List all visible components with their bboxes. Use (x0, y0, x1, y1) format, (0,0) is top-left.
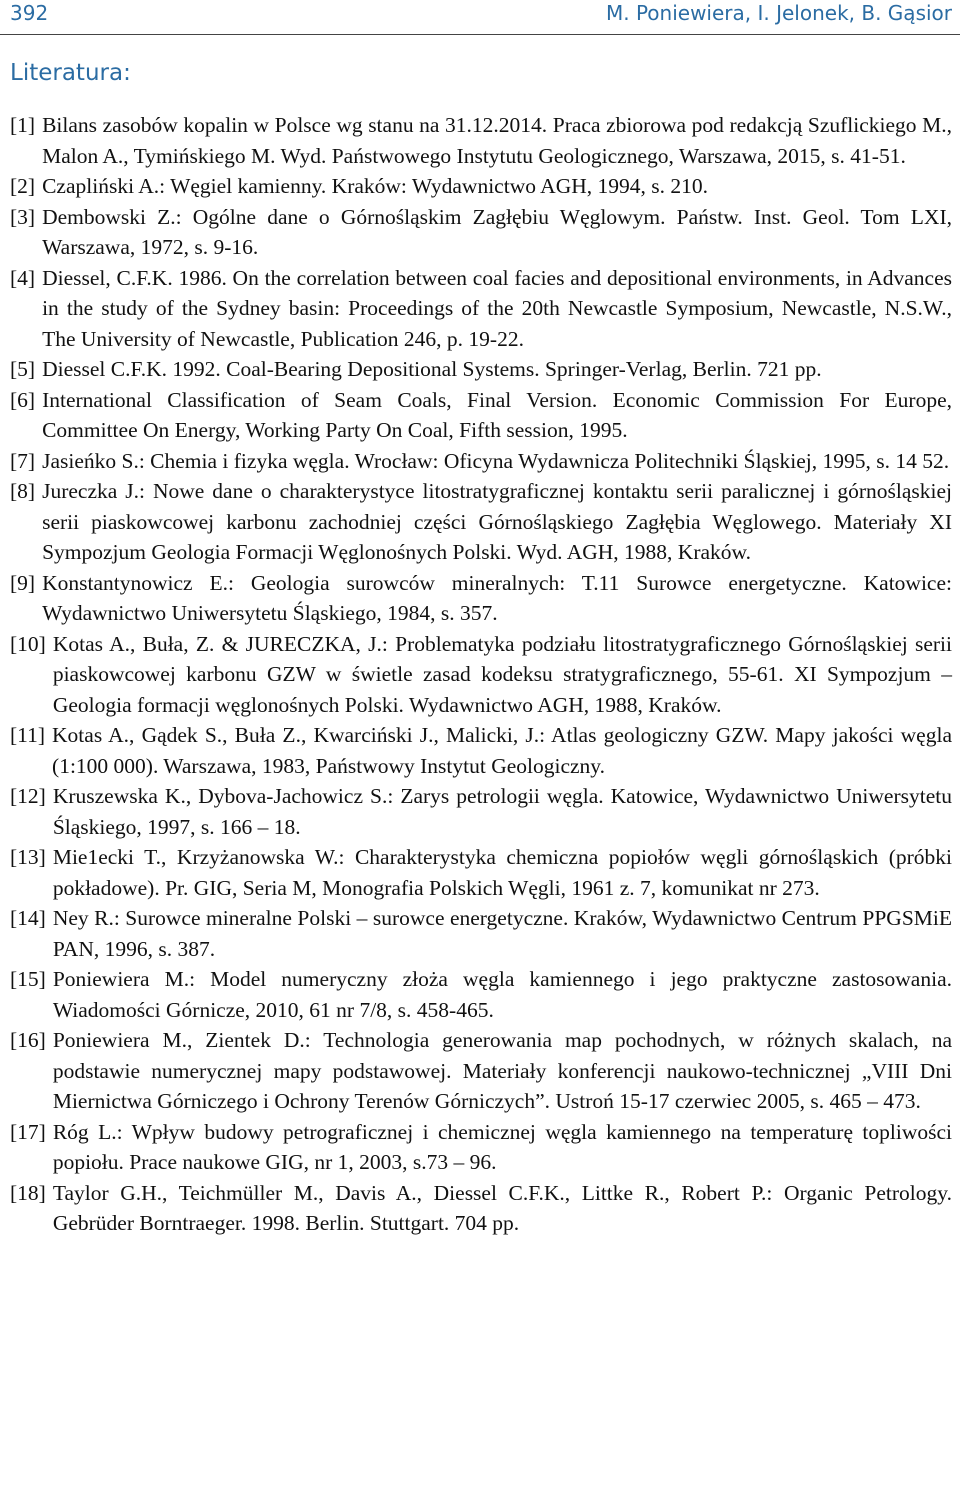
reference-number: [18] (10, 1180, 46, 1205)
reference-number: [14] (10, 906, 46, 930)
reference-text: Jureczka J.: Nowe dane o charakterystyce litostratygraficznej kontaktu serii paralicznej i górnośląskiej serii piaskowcowej karbonu zachodniej części Górnośląskiego Zagłębia Węglowego. Materiały XI Sympozjum Geologia Formacji Węglonośnych Polski. Wyd. AGH, 1988, Kraków. (42, 479, 952, 564)
reference-item (10, 903, 952, 964)
reference-item (10, 263, 952, 355)
reference-text: Kotas A., Gądek S., Buła Z., Kwarciński J., Malicki, J.: Atlas geologiczny GZW. Mapy jakości węgla (1:100 000). Warszawa, 1983, Państwowy Instytut Geologiczny. (52, 723, 952, 778)
reference-number: [4] (10, 265, 36, 290)
reference-number: [16] (10, 1028, 46, 1052)
reference-item (10, 202, 952, 263)
section-title: Literatura: (10, 60, 131, 86)
reference-text: Poniewiera M.: Model numeryczny złoża węgla kamiennego i jego praktyczne zastosowania. Wiadomości Górnicze, 2010, 61 nr 7/8, s. 458-465. (52, 967, 952, 1022)
reference-text: Poniewiera M., Zientek D.: Technologia generowania map pochodnych, w różnych skalach, na podstawie numerycznej mapy podstawowej. Materiały konferencji naukowo-technicznej „VIII Dni Miernictwa Górniczego i Ochrony Terenów Górniczych”. Ustroń 15-17 czerwiec 2005, s. 465 – 473. (52, 1028, 952, 1113)
running-head-authors: M. Poniewiera, I. Jelonek, B. Gąsior (605, 1, 952, 25)
reference-number: [6] (10, 387, 36, 412)
reference-item (10, 385, 952, 446)
page-number: 392 (10, 1, 49, 25)
reference-text: Dembowski Z.: Ogólne dane o Górnośląskim Zagłębiu Węglowym. Państw. Inst. Geol. Tom LXI, Warszawa, 1972, s. 9-16. (42, 204, 952, 259)
reference-item (10, 629, 952, 721)
reference-number: [5] (10, 357, 36, 381)
reference-item (10, 354, 952, 385)
reference-text: International Classification of Seam Coals, Final Version. Economic Commission For Europe, Committee On Energy, Working Party On Coal, Fifth session, 1995. (42, 387, 952, 442)
reference-number: [1] (10, 113, 36, 137)
reference-number: [11] (10, 723, 46, 747)
reference-text: Konstantynowicz E.: Geologia surowców mineralnych: T.11 Surowce energetyczne. Katowice: Wydawnictwo Uniwersytetu Śląskiego, 1984, s. 357. (42, 570, 952, 625)
reference-number: [15] (10, 967, 46, 991)
reference-number: [9] (10, 570, 36, 595)
reference-item (10, 446, 952, 477)
reference-number: [7] (10, 448, 36, 473)
reference-text: Taylor G.H., Teichmüller M., Davis A., Diessel C.F.K., Littke R., Robert P.: Organic Petrology. Gebrüder Borntraeger. 1998. Berlin. Stuttgart. 704 pp. (52, 1180, 952, 1235)
page-header (0, 0, 960, 35)
reference-item (10, 720, 952, 781)
reference-item (10, 964, 952, 1025)
reference-item (10, 568, 952, 629)
reference-text: Jasieńko S.: Chemia i fizyka węgla. Wrocław: Oficyna Wydawnicza Politechniki Śląskiej, 1995, s. 14 52. (42, 448, 950, 473)
reference-text: Kotas A., Buła, Z. & JURECZKA, J.: Problematyka podziału litostratygraficznego Górnośląskiej serii piaskowcowej karbonu GZW w świetle zasad kodeksu stratygraficznego, 55-61. XI Sympozjum – Geologia formacji węglonośnych Polski. Wydawnictwo AGH, 1988, Kraków. (52, 631, 952, 717)
reference-item (10, 1025, 952, 1117)
reference-number: [13] (10, 845, 46, 869)
reference-number: [2] (10, 174, 36, 198)
reference-number: [8] (10, 479, 36, 503)
reference-item (10, 1178, 952, 1239)
reference-text: Diessel C.F.K. 1992. Coal-Bearing Depositional Systems. Springer-Verlag, Berlin. 721 pp. (42, 357, 822, 381)
reference-number: [3] (10, 204, 36, 229)
reference-text: Diessel, C.F.K. 1986. On the correlation between coal facies and depositional environments, in Advances in the study of the Sydney basin: Proceedings of the 20th Newcastle Symposium, Newcastle, N.S.W., The University of Newcastle, Publication 246, p. 19-22. (42, 265, 952, 351)
reference-item (10, 781, 952, 842)
reference-text: Mie1ecki T., Krzyżanowska W.: Charakterystyka chemiczna popiołów węgli górnośląskich (próbki pokładowe). Pr. GIG, Seria M, Monografia Polskich Węgli, 1961 z. 7, komunikat nr 273. (52, 845, 952, 900)
reference-number: [10] (10, 631, 46, 656)
reference-text: Kruszewska K., Dybova-Jachowicz S.: Zarys petrologii węgla. Katowice, Wydawnictwo Uniwersytetu Śląskiego, 1997, s. 166 – 18. (52, 784, 952, 839)
reference-list (10, 110, 952, 1239)
reference-item (10, 476, 952, 568)
reference-text: Czapliński A.: Węgiel kamienny. Kraków: Wydawnictwo AGH, 1994, s. 210. (42, 174, 708, 198)
reference-number: [17] (10, 1119, 46, 1144)
reference-item (10, 171, 952, 202)
reference-text: Ney R.: Surowce mineralne Polski – surowce energetyczne. Kraków, Wydawnictwo Centrum PPGSMiE PAN, 1996, s. 387. (52, 906, 952, 961)
reference-text: Bilans zasobów kopalin w Polsce wg stanu na 31.12.2014. Praca zbiorowa pod redakcją Szuflickiego M., Malon A., Tymińskiego M. Wyd. Państwowego Instytutu Geologicznego, Warszawa, 2015, s. 41-51. (42, 113, 952, 168)
reference-text: Róg L.: Wpływ budowy petrograficznej i chemicznej węgla kamiennego na temperaturę topliwości popiołu. Prace naukowe GIG, nr 1, 2003, s.73 – 96. (52, 1119, 952, 1174)
reference-number: [12] (10, 784, 46, 808)
reference-item (10, 1117, 952, 1178)
reference-item (10, 842, 952, 903)
reference-item (10, 110, 952, 171)
